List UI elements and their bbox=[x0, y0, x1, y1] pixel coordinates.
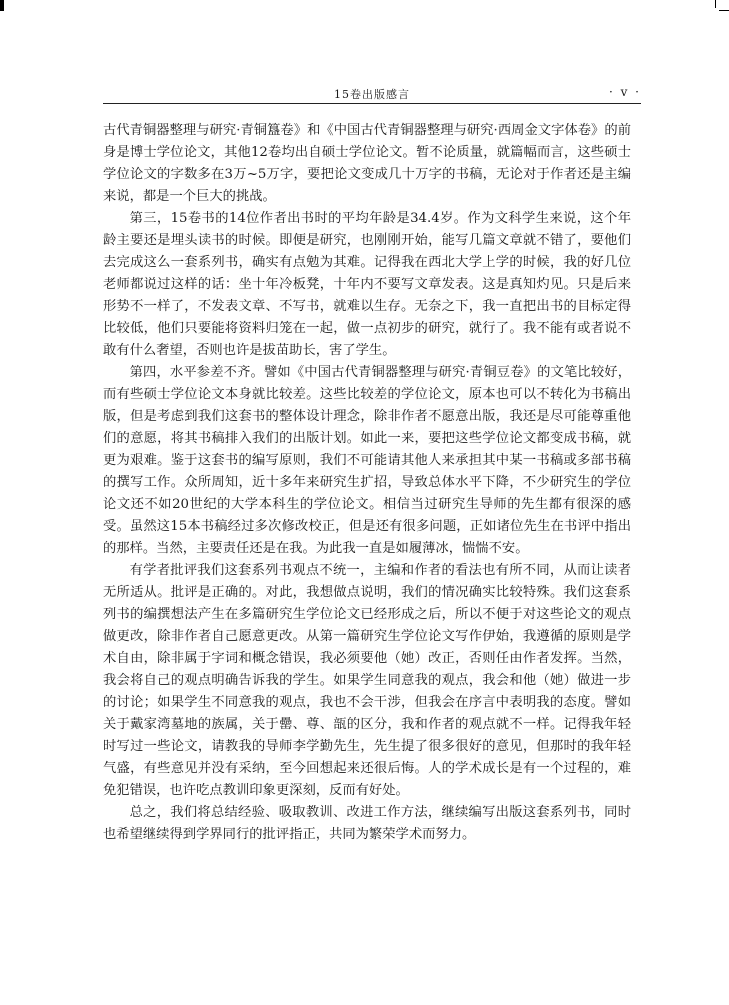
paragraph-third-point: 第三，15卷书的14位作者出书时的平均年龄是34.4岁。作为文科学生来说，这个年龄主要还是埋头读书的时候。即便是研究，也刚刚开始，能写几篇文章就不错了，要他们去完成这么一套系列书，确实有点勉为其难。记得我在西北大学上学的时候，我的好几位老师都说过这样的话：坐十年冷板凳，十年内不要写文章发表。这是真知灼见。只是后来形势不一样了，不发表文章、不写书，就难以生存。无奈之下，我一直把出书的目标定得比较低，他们只要能将资料归笼在一起，做一点初步的研究，就行了。我不能有或者说不敢有什么奢望，否则也许是拔苗助长，害了学生。 bbox=[103, 211, 631, 358]
crop-mark-right-vertical bbox=[715, 0, 716, 8]
crop-mark-right-horizontal bbox=[719, 10, 729, 11]
paragraph-criticism-response: 有学者批评我们这套系列书观点不统一，主编和作者的看法也有所不同，从而让读者无所适从。批评是正确的。对此，我想做点说明，我们的情况确实比较特殊。我们这套系列书的编撰想法产生在多篇研究生学位论文已经形成之后，所以不便于对这些论文的观点做更改，除非作者自己愿意更改。从第一篇研究生学位论文写作伊始，我遵循的原则是学术自由，除非属于字词和概念错误，我必须要他（她）改正，否则任由作者发挥。当然，我会将自己的观点明确告诉我的学生。如果学生同意我的观点，我会和他（她）做进一步的讨论；如果学生不同意我的观点，我也不会干涉，但我会在序言中表明我的态度。譬如关于戴家湾墓地的族属，关于罍、尊、瓿的区分，我和作者的观点就不一样。记得我年轻时写过一些论文，请教我的导师李学勤先生，先生提了很多很好的意见，但那时的我年轻气盛，有些意见并没有采纳，至今回想起来还很后悔。人的学术成长是有一个过程的，难免犯错误，也许吃点教训印象更深刻，反而有好处。 bbox=[103, 563, 631, 798]
running-header-title: 15卷出版感言 bbox=[334, 88, 410, 101]
paragraph-fourth-point: 第四，水平参差不齐。譬如《中国古代青铜器整理与研究·青铜豆卷》的文笔比较好，而有些硕士学位论文本身就比较差。这些比较差的学位论文，原本也可以不转化为书稿出版，但是考虑到我们这套书的整体设计理念，除非作者不愿意出版，我还是尽可能尊重他们的意愿，将其书稿排入我们的出版计划。如此一来，要把这些学位论文都变成书稿，就更为艰难。鉴于这套书的编写原则，我们不可能请其他人来承担其中某一书稿或多部书稿的撰写工作。众所周知，近十多年来研究生扩招，导致总体水平下降，不少研究生的学位论文还不如20世纪的大学本科生的学位论文。相信当过研究生导师的先生都有很深的感受。虽然这15本书稿经过多次修改校正，但是还有很多问题，正如诸位先生在书评中指出的那样。当然，主要责任还是在我。为此我一直是如履薄冰，惴惴不安。 bbox=[103, 365, 631, 556]
page-number: · v · bbox=[608, 85, 641, 99]
paragraph-continued: 古代青铜器整理与研究·青铜簋卷》和《中国古代青铜器整理与研究·西周金文字体卷》的前身是博士学位论文，其他12卷均出自硕士学位论文。暂不论质量，就篇幅而言，这些硕士学位论文的字数多在3万~5万字，要把论文变成几十万字的书稿，无论对于作者还是主编来说，都是一个巨大的挑战。 bbox=[103, 123, 631, 204]
running-header bbox=[103, 82, 641, 104]
body-text bbox=[103, 120, 631, 846]
crop-mark-left bbox=[0, 0, 4, 11]
paragraph-conclusion: 总之，我们将总结经验、吸取教训、改进工作方法，继续编写出版这套系列书，同时也希望继续得到学界同行的批评指正，共同为繁荣学术而努力。 bbox=[103, 805, 631, 842]
header-rule bbox=[103, 103, 641, 104]
